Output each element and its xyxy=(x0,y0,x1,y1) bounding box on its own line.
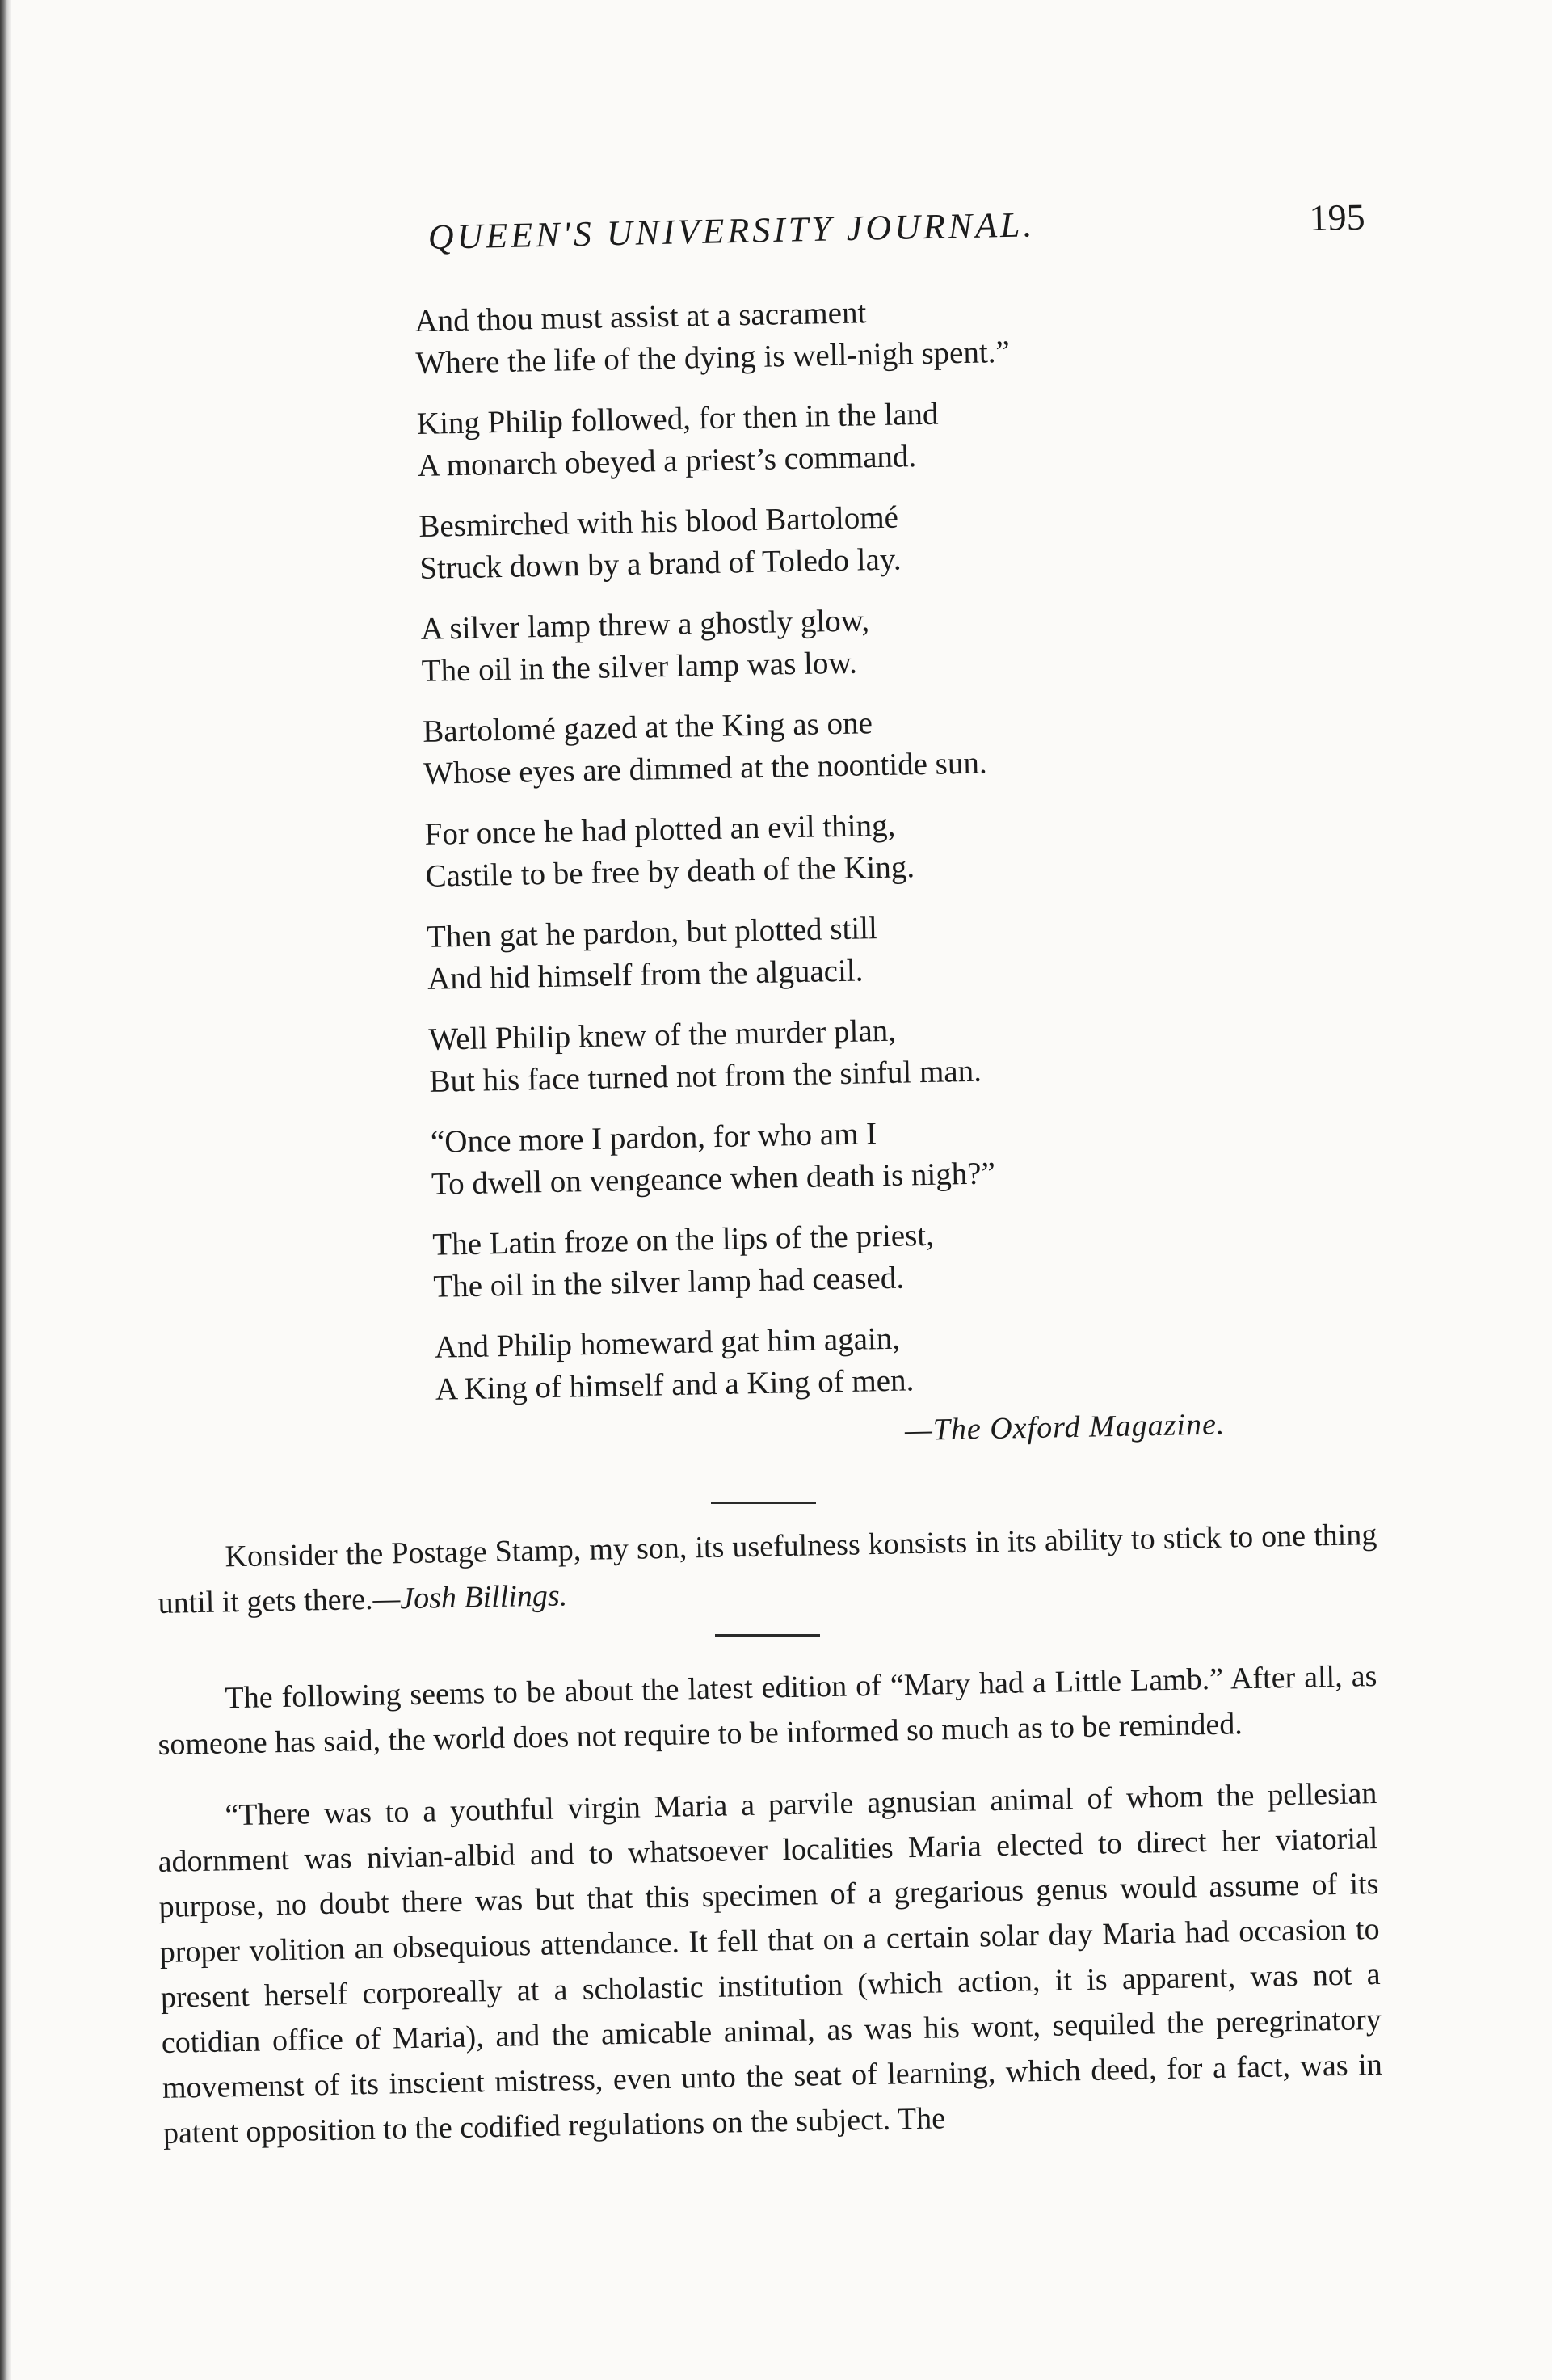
running-title: QUEEN'S UNIVERSITY JOURNAL. xyxy=(427,204,1036,257)
poem-line: Well Philip knew of the murder plan, xyxy=(428,1013,897,1057)
poem-line: And Philip homeward gat him again, xyxy=(434,1321,901,1365)
billings-quote xyxy=(157,1512,1378,1626)
poem-line: Besmirched with his blood Bartolomé xyxy=(418,499,899,544)
section-divider xyxy=(711,1502,816,1504)
poem-line: “Once more I pardon, for who am I xyxy=(430,1116,877,1160)
poem-line: And thou must assist at a sacrament xyxy=(414,295,867,339)
poem-stanza xyxy=(428,1001,1359,1103)
poem-line: Castile to be free by death of the King. xyxy=(425,849,915,894)
poem-line: The Latin froze on the lips of the priest, xyxy=(432,1217,935,1262)
poem-line: Struck down by a brand of Toledo lay. xyxy=(418,541,902,586)
poem-stanza xyxy=(431,1104,1361,1206)
poem-stanza xyxy=(414,283,1345,385)
poem-stanza xyxy=(416,385,1347,487)
poem-line: And hid himself from the alguacil. xyxy=(427,953,864,996)
poem-line: King Philip followed, for then in the land xyxy=(416,396,939,441)
poem-line: A silver lamp threw a ghostly glow, xyxy=(420,603,870,647)
page-header xyxy=(427,197,1365,273)
page-number: 195 xyxy=(1309,196,1366,239)
billings-text: Konsider the Postage Stamp, my son, its usefulness konsists in its ability to stick to one thing until it gets there. xyxy=(158,1518,1377,1620)
mary-passage xyxy=(157,1771,1383,2156)
poem-line: The oil in the silver lamp was low. xyxy=(421,645,858,689)
mary-passage-paragraph: “There was to a youthful virgin Maria a parvile agnusian animal of whom the pellesian adornment was nivian-albid and to whatsoever localities Maria elected to direct her viatorial purpose, no doubt there was but that this specimen of a gregarious genus would assume of its proper volition an obsequious attendance. It fell that on a certain solar day Maria had occasion to present herself corporeally at a scholastic institution (which action, it is apparent, was not a cotidian office of Maria), and the amicable animal, as was his wont, sequiled the peregrinatory movemenst of its inscient mistress, even unto the seat of learning, which deed, for a fact, was in patent opposition to the codified regulations on the subject. The xyxy=(158,1776,1383,2150)
billings-author: —Josh Billings. xyxy=(372,1578,568,1616)
poem-line: To dwell on vengeance when death is nigh?” xyxy=(431,1156,996,1202)
poem-stanza xyxy=(434,1309,1365,1411)
poem-stanza xyxy=(420,591,1351,693)
poem-line: A monarch obeyed a priest’s command. xyxy=(417,439,917,483)
section-divider xyxy=(715,1634,820,1637)
poem-stanza xyxy=(432,1207,1363,1308)
poem-line: Where the life of the dying is well-nigh spent.” xyxy=(415,334,1011,381)
poem-line: The oil in the silver lamp had ceased. xyxy=(433,1260,905,1304)
poem xyxy=(414,283,1365,1430)
poem-attribution: —The Oxford Magazine. xyxy=(904,1407,1226,1447)
poem-stanza xyxy=(424,796,1355,898)
billings-paragraph xyxy=(157,1512,1378,1626)
page-spine-edge xyxy=(0,0,11,2380)
poem-stanza xyxy=(427,899,1357,1000)
poem-line: A King of himself and a King of men. xyxy=(435,1363,915,1407)
poem-line: Whose eyes are dimmed at the noontide sun. xyxy=(423,745,987,791)
poem-line: But his face turned not from the sinful man. xyxy=(429,1053,982,1099)
poem-line: Then gat he pardon, but plotted still xyxy=(426,911,878,954)
poem-stanza xyxy=(423,693,1353,795)
mary-intro xyxy=(157,1653,1378,1767)
poem-stanza xyxy=(418,488,1349,590)
poem-line: Bartolomé gazed at the King as one xyxy=(422,706,873,749)
mary-intro-paragraph: The following seems to be about the latest edition of “Mary had a Little Lamb.” After all, as someone has said, the world does not require to be informed so much as to be reminded. xyxy=(158,1659,1377,1762)
poem-line: For once he had plotted an evil thing, xyxy=(424,807,896,852)
